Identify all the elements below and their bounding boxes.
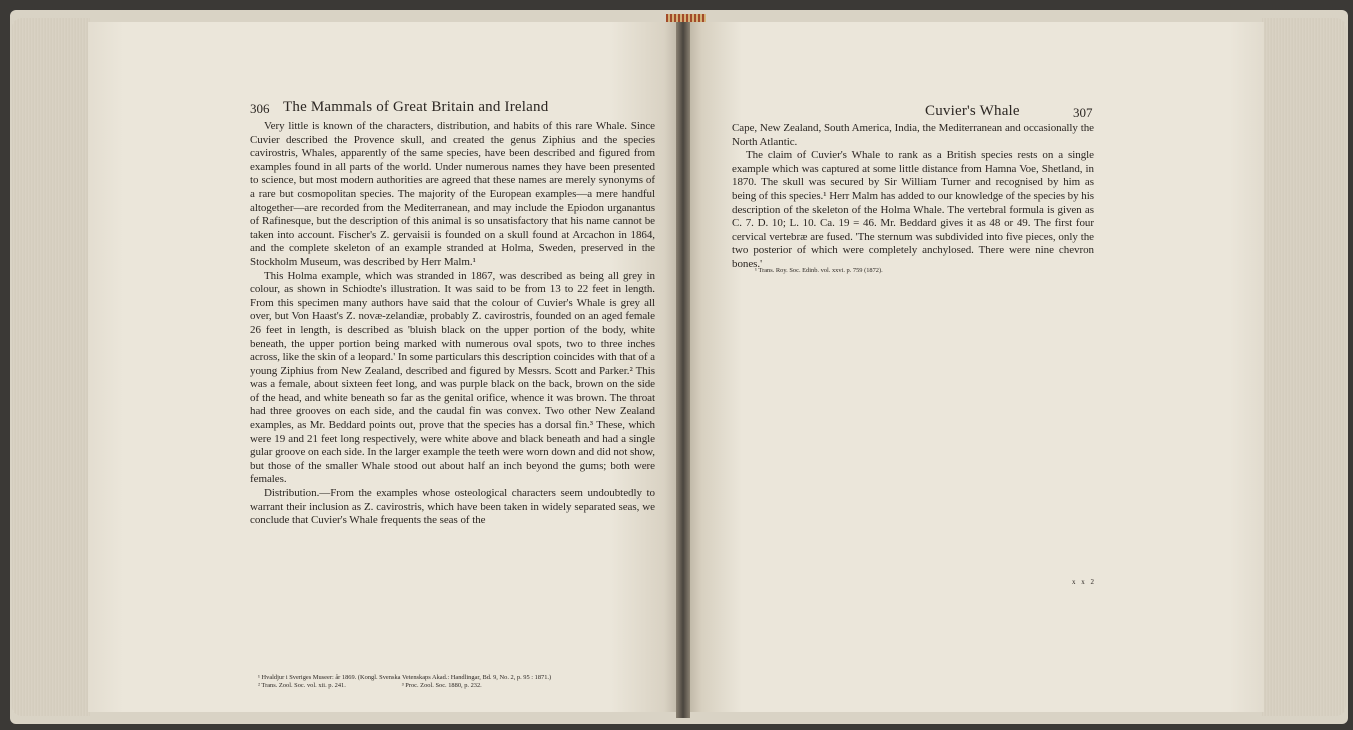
left-paragraph-1: Very little is known of the characters, distribution, and habits of this rare Whale. Since Cuvier described the Provence skull, and created the genus Ziphius and the species cavirostris, Whales, apparently of the same species, have been described and figured from examples found in all parts of the world. Under numerous names they have been presented to science, but most modern authorities are agreed that these names are merely synonyms of a rare but cosmopolitan species. The majority of the European examples—a mere handful altogether—are recorded from the Mediterranean, and may include the Epiodon urganantus of Rafinesque, but the description of this animal is so unsatisfactory that his name cannot be taken into account. Fischer's Z. gervaisii is founded on a skull found at Arcachon in 1864, and the complete skeleton of an example stranded at Holma, Sweden, preserved in the Stockholm Museum, was described by Herr Malm.¹ <box>250 120 655 268</box>
book-gutter <box>676 14 690 718</box>
right-body-text <box>732 122 1094 272</box>
left-running-head: The Mammals of Great Britain and Ireland <box>283 99 549 115</box>
right-running-head: Cuvier's Whale <box>925 103 1020 119</box>
signature-mark: x x 2 <box>1072 578 1096 586</box>
right-footnotes <box>755 267 883 275</box>
left-body-text <box>250 120 655 528</box>
left-paragraph-3: Distribution.—From the examples whose osteological characters seem undoubtedly to warrant their inclusion as Z. cavirostris, which have been taken in widely separated seas, we conclude that Cuvier's Whale frequents the seas of the <box>250 487 655 527</box>
left-footnotes <box>258 674 551 690</box>
right-footnote-1: ¹ Trans. Roy. Soc. Edinb. vol. xxvi. p. 759 (1872). <box>755 267 883 274</box>
left-footnote-2: ² Trans. Zool. Soc. vol. xii. p. 241. ³ Proc. Zool. Soc. 1880, p. 232. <box>258 682 482 689</box>
left-footnote-1: ¹ Hvaldjur i Sveriges Museer: år 1869. (Kongl. Svenska Vetenskaps Akad.: Handlingar, Bd. 9, No. 2, p. 95 : 1871.) <box>258 674 552 681</box>
right-paragraph-2: The claim of Cuvier's Whale to rank as a British species rests on a single example which was captured at some little distance from Hamna Voe, Shetland, in 1870. The skull was secured by Sir William Turner and recognised by him as being of this species.¹ Herr Malm has added to our knowledge of the species by his description of the skeleton of the Holma Whale. The vertebral formula is given as C. 7. D. 10; L. 10. Ca. 19 = 46. Mr. Beddard gives it as 48 or 49. The first four cervical vertebræ are fused. 'The sternum was subdivided into five pieces, only the two posterior of which were completely anchylosed. There were nine chevron bones.' <box>732 149 1094 270</box>
right-page-edges <box>1262 18 1346 716</box>
right-page-number: 307 <box>1073 105 1093 120</box>
right-paragraph-1: Cape, New Zealand, South America, India, the Mediterranean and occasionally the North Atlantic. <box>732 122 1094 148</box>
left-page-number: 306 <box>250 101 270 116</box>
left-paragraph-2: This Holma example, which was stranded in 1867, was described as being all grey in colour, as shown in Schiodte's illustration. It was said to be from 13 to 22 feet in length. From this specimen many authors have said that the colour of Cuvier's Whale is grey all over, but Von Haast's Z. novæ-zelandiæ, probably Z. cavirostris, founded on an aged female 26 feet in length, is described as 'bluish black on the upper portion of the body, white beneath, the upper portion being marked with numerous oval spots, two to three inches across, like the skin of a leopard.' In some particulars this description coincides with that of a young Ziphius from New Zealand, described and figured by Messrs. Scott and Parker.² This was a female, about sixteen feet long, and was purple black on the back, brown on the side of the head, and white beneath so far as the genital orifice, whence it was brown. The throat had three grooves on each side, and the caudal fin was convex. Two other New Zealand examples, as Mr. Beddard points out, prove that the species has a dorsal fin.³ These, which were 19 and 21 feet long respectively, were white above and black beneath and had a single gular groove on each side. In the larger example the teeth were worn down and did not show, but those of the smaller Whale stood out about half an inch beyond the gums; both were females. <box>250 269 655 486</box>
headband <box>666 14 706 22</box>
left-page-edges <box>12 18 90 716</box>
